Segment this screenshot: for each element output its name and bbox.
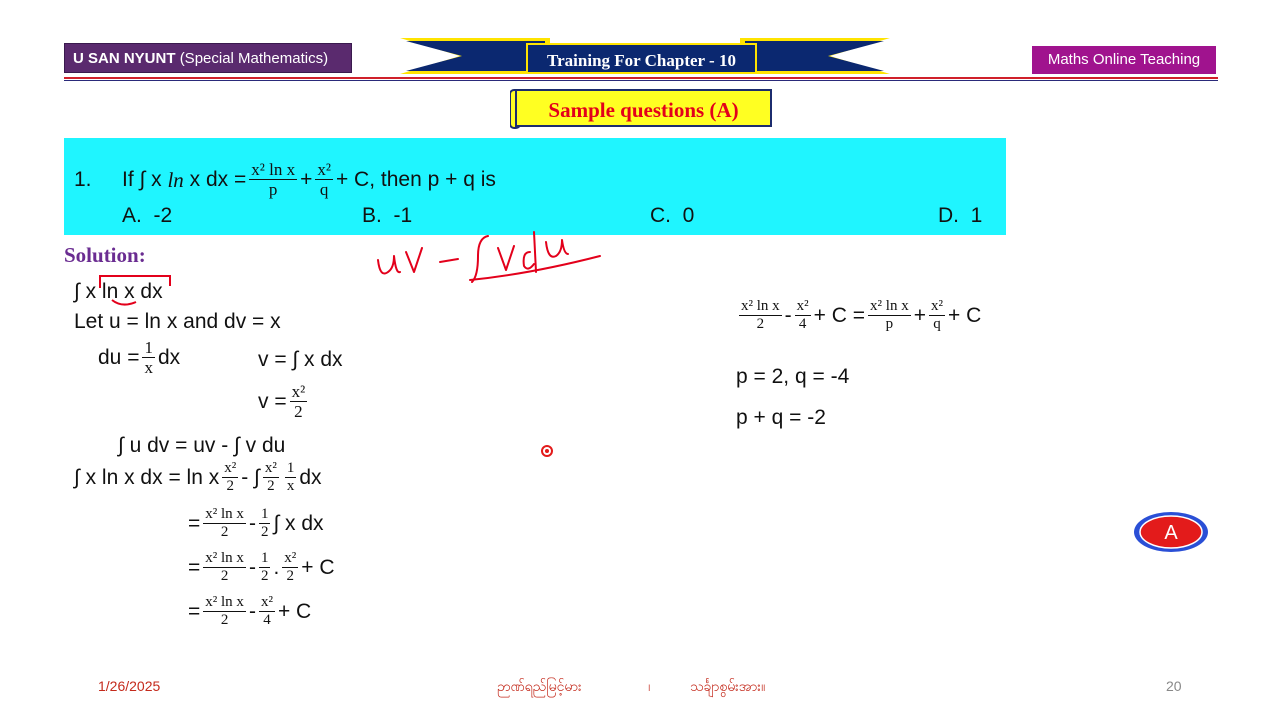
header-divider-blue xyxy=(64,80,1218,81)
step2-half-den: 2 xyxy=(260,524,269,540)
step1-fraction-2-num: x² xyxy=(264,460,277,476)
du-fraction xyxy=(142,338,155,378)
step1-fraction-3-num: 1 xyxy=(286,460,295,476)
question-fraction-1-numerator: x² ln x xyxy=(251,160,296,179)
right-fraction-1-den: 2 xyxy=(756,316,765,332)
step1-fraction-1-num: x² xyxy=(224,460,237,476)
option-c[interactable] xyxy=(650,204,694,228)
author-label xyxy=(64,43,352,73)
step1-fraction-3 xyxy=(285,460,297,495)
right-tag: Maths Online Teaching xyxy=(1032,46,1216,74)
step2-fraction-1-den: 2 xyxy=(220,524,229,540)
question-fraction-2-numerator: x² xyxy=(317,160,331,179)
option-c-value: 0 xyxy=(682,204,695,227)
right-fraction-4-den: q xyxy=(933,316,941,332)
sample-questions-title: Sample questions (A) xyxy=(515,89,772,127)
pointer-dot xyxy=(541,445,553,457)
footer-motto-left: ဉာဏ်ရည်မြင့်မား xyxy=(497,678,582,694)
author-note: (Special Mathematics) xyxy=(179,50,329,67)
step1-left: ∫ x ln x dx = ln x xyxy=(74,465,220,489)
right-plus: + xyxy=(913,303,926,327)
step1-fraction-2 xyxy=(263,460,279,495)
option-b-label: B. xyxy=(362,204,382,227)
handwritten-bracket xyxy=(94,268,184,308)
step4-fraction-2-num: x² xyxy=(260,594,273,610)
du-denominator: x xyxy=(144,358,153,377)
question-fraction-1-denominator: p xyxy=(268,180,278,199)
right-fraction-1-num: x² ln x xyxy=(741,298,780,314)
right-minus: - xyxy=(784,303,792,327)
step4-fraction-1 xyxy=(203,594,246,629)
question-text-if: If ∫ x xyxy=(122,168,162,191)
solution-step-1 xyxy=(74,460,322,495)
solution-du xyxy=(98,338,180,378)
solution-line-1-text: ∫ x ln x dx xyxy=(74,280,163,303)
footer-motto-separator: ၊ xyxy=(648,678,651,694)
right-fraction-2-num: x² xyxy=(796,298,809,314)
du-suffix: dx xyxy=(157,346,181,369)
option-a[interactable] xyxy=(122,204,172,228)
solution-step-2 xyxy=(188,506,324,541)
chapter-title: Training For Chapter - 10 xyxy=(526,43,757,74)
question-line xyxy=(74,160,496,200)
step3-fraction-2-den: 2 xyxy=(286,568,295,584)
du-numerator: 1 xyxy=(144,338,153,357)
footer-date: 1/26/2025 xyxy=(98,678,161,694)
solution-label: Solution: xyxy=(64,243,146,267)
question-fraction-2 xyxy=(315,160,333,200)
v2-prefix: v = xyxy=(258,390,287,413)
option-a-value: -2 xyxy=(153,204,173,227)
option-a-label: A. xyxy=(122,204,142,227)
right-fraction-1 xyxy=(739,298,782,333)
right-plus-c-1: + C xyxy=(813,303,847,327)
option-c-label: C. xyxy=(650,204,671,227)
solution-step-3 xyxy=(188,550,335,585)
step4-equals: = xyxy=(188,599,201,623)
answer-badge xyxy=(1132,510,1212,554)
right-equals: = xyxy=(852,303,866,327)
option-d-value: 1 xyxy=(970,204,983,227)
step4-fraction-2 xyxy=(259,594,275,629)
step3-half xyxy=(259,550,271,585)
du-prefix: du = xyxy=(98,346,140,369)
step2-half-num: 1 xyxy=(260,506,269,522)
step1-mid: - ∫ xyxy=(241,465,260,489)
author-name: U SAN NYUNT xyxy=(73,50,176,67)
solution-v1: v = ∫ x dx xyxy=(258,348,343,371)
question-number: 1. xyxy=(74,168,92,191)
step4-fraction-1-den: 2 xyxy=(220,612,229,628)
question-text-dx: x dx = xyxy=(189,168,247,191)
handwritten-note xyxy=(370,212,610,292)
step4-fraction-1-num: x² ln x xyxy=(205,594,244,610)
right-fraction-3 xyxy=(868,298,911,333)
step3-fraction-1-den: 2 xyxy=(220,568,229,584)
step3-dot: . xyxy=(273,555,280,579)
right-fraction-3-den: p xyxy=(885,316,894,332)
right-fraction-2 xyxy=(795,298,811,333)
right-fraction-3-num: x² ln x xyxy=(870,298,909,314)
right-fraction-2-den: 4 xyxy=(798,316,807,332)
page-number: 20 xyxy=(1166,678,1182,694)
step2-equals: = xyxy=(188,511,201,535)
right-fraction-4-num: x² xyxy=(930,298,943,314)
question-fraction-1 xyxy=(249,160,297,200)
answer-badge-letter: A xyxy=(1164,522,1178,544)
step1-fraction-3-den: x xyxy=(286,478,295,494)
step2-fraction-1-num: x² ln x xyxy=(205,506,244,522)
step1-fraction-2-den: 2 xyxy=(267,478,275,494)
right-plus-c-2: + C xyxy=(947,303,982,327)
step3-fraction-2 xyxy=(282,550,298,585)
question-text-end: + C, then p + q is xyxy=(335,168,496,191)
step4-end: + C xyxy=(277,599,312,623)
step1-end: dx xyxy=(299,465,322,489)
step2-half xyxy=(259,506,271,541)
question-plus: + xyxy=(300,168,313,191)
question-ln: ln xyxy=(167,167,184,192)
step3-fraction-2-num: x² xyxy=(284,550,297,566)
question-fraction-2-denominator: q xyxy=(319,180,329,199)
right-fraction-4 xyxy=(929,298,945,333)
solution-parts-formula: ∫ u dv = uv - ∫ v du xyxy=(118,434,286,457)
step3-half-num: 1 xyxy=(260,550,269,566)
step3-equals: = xyxy=(188,555,201,579)
solution-v2 xyxy=(258,382,310,422)
v2-denominator: 2 xyxy=(294,402,303,421)
v2-fraction xyxy=(290,382,308,422)
footer-motto-right: သင်္ချာစွမ်းအား။ xyxy=(690,678,766,694)
step1-fraction-1 xyxy=(222,460,238,495)
v2-numerator: x² xyxy=(291,382,306,401)
right-equation xyxy=(736,298,981,333)
right-sum: p + q = -2 xyxy=(736,406,826,429)
solution-step-4 xyxy=(188,594,311,629)
option-b-value: -1 xyxy=(393,204,413,227)
step2-minus: - xyxy=(248,511,256,535)
step3-end: + C xyxy=(301,555,335,579)
step3-fraction-1-num: x² ln x xyxy=(205,550,244,566)
step3-half-den: 2 xyxy=(260,568,269,584)
step1-fraction-1-den: 2 xyxy=(226,478,234,494)
step3-fraction-1 xyxy=(203,550,246,585)
step2-end: ∫ x dx xyxy=(273,511,324,535)
option-d[interactable] xyxy=(938,204,982,228)
step2-fraction-1 xyxy=(203,506,246,541)
step4-minus: - xyxy=(248,599,256,623)
option-d-label: D. xyxy=(938,204,959,227)
step3-minus: - xyxy=(248,555,256,579)
right-values: p = 2, q = -4 xyxy=(736,365,850,388)
header-divider-red xyxy=(64,77,1218,79)
solution-line-2: Let u = ln x and dv = x xyxy=(74,310,281,333)
step4-fraction-2-den: 4 xyxy=(263,612,271,628)
